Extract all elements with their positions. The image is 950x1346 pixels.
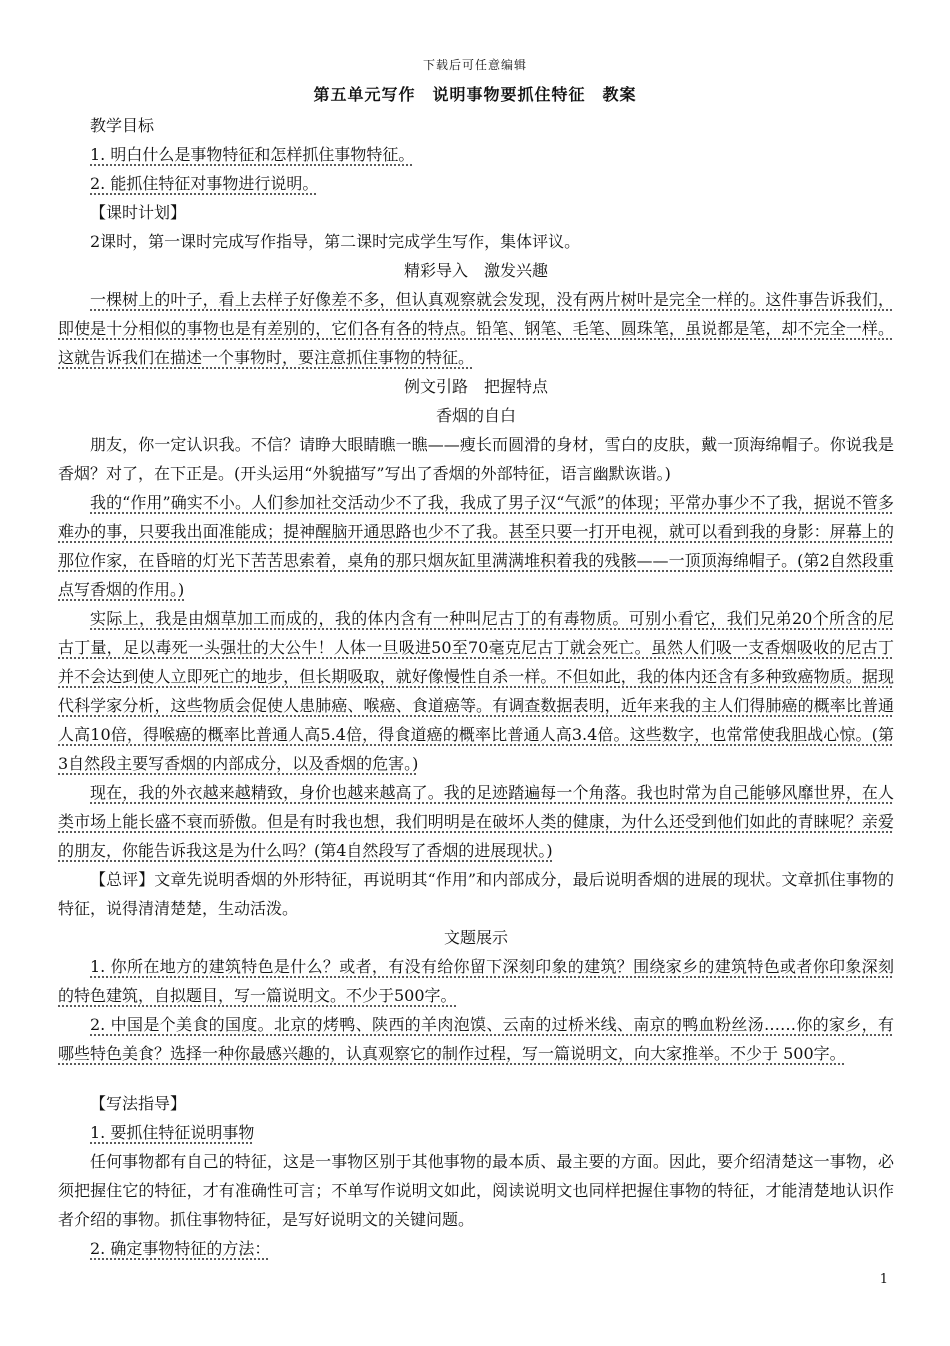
example-heading: 例文引路 把握特点	[403, 377, 548, 396]
objectives-section	[58, 111, 894, 1068]
essay-paragraph-2: 我的“作用”确实不小。人们参加社交活动少不了我，我成了男子汉“气派”的体现；平常办事少不了我，据说不管多难办的事，只要我出面准能成；提神醒脑开通思路也少不了我。甚至只要一打开电视，就可以看到我的身影：屏幕上的那位作家，在昏暗的灯光下苦苦思索着，桌角的那只烟灰缸里满满堆积着我的残骸——一顶顶海绵帽子。(第2自然段重点写香烟的作用。)	[58, 493, 894, 599]
prompt-item-1: 1. 你所在地方的建筑特色是什么？或者，有没有给你留下深刻印象的建筑？围绕家乡的建筑特色或者你印象深刻的特色建筑，自拟题目，写一篇说明文。不少于500字。	[58, 957, 894, 1005]
header-note: 下载后可任意编辑	[422, 58, 527, 72]
essay-paragraph-3: 实际上，我是由烟草加工而成的，我的体内含有一种叫尼古丁的有毒物质。可别小看它，我们兄弟20个所含的尼古丁量，足以毒死一头强壮的大公牛！人体一旦吸进50至70毫克尼古丁就会死亡。虽然人们吸一支香烟吸收的尼古丁并不会达到使人立即死亡的地步，但长期吸取，就好像慢性自杀一样。不但如此，我的体内还含有多种致癌物质。据现代科学家分析，这些物质会促使人患肺癌、喉癌、食道癌等。有调查数据表明，近年来我的主人们得肺癌的概率比普通人高10倍，得喉癌的概率比普通人高5.4倍，得食道癌的概率比普通人高3.4倍。这些数字，也常常使我胆战心惊。(第3自然段主要写香烟的内部成分，以及香烟的危害。)	[58, 609, 894, 773]
writing-guide-section	[58, 1089, 894, 1263]
objective-item: 2. 能抓住特征对事物进行说明。	[90, 174, 319, 193]
objectives-heading: 教学目标	[90, 116, 155, 135]
essay-paragraph-1: 朋友，你一定认识我。不信？请睁大眼睛瞧一瞧——瘦长而圆滑的身材，雪白的皮肤，戴一顶海绵帽子。你说我是香烟？对了，在下正是。(开头运用“外貌描写”写出了香烟的外部特征，语言幽默诙谐。)	[58, 435, 894, 483]
intro-heading: 精彩导入 激发兴趣	[403, 261, 548, 280]
essay-title: 香烟的自白	[435, 406, 516, 425]
guide-point-1-title: 1. 要抓住特征说明事物	[90, 1123, 255, 1142]
prompt-item-2: 2. 中国是个美食的国度。北京的烤鸭、陕西的羊肉泡馍、云南的过桥米线、南京的鸭血粉丝汤……你的家乡，有哪些特色美食？选择一种你最感兴趣的，认真观察它的制作过程，写一篇说明文，向大家推举。不少于 500字。	[58, 1015, 894, 1063]
plan-heading: 【课时计划】	[90, 203, 187, 222]
objective-item: 1. 明白什么是事物特征和怎样抓住事物特征。	[90, 145, 415, 164]
guide-point-2-title: 2. 确定事物特征的方法：	[90, 1239, 271, 1258]
intro-text: 一棵树上的叶子，看上去样子好像差不多，但认真观察就会发现，没有两片树叶是完全一样的。这件事告诉我们，即使是十分相似的事物也是有差别的，它们各有各的特点。铅笔、钢笔、毛笔、圆珠笔，虽说都是笔，却不完全一样。这就告诉我们在描述一个事物时，要注意抓住事物的特征。	[58, 290, 894, 367]
guide-heading: 【写法指导】	[90, 1094, 187, 1113]
overall-comment: 【总评】文章先说明香烟的外形特征，再说明其“作用”和内部成分，最后说明香烟的进展的现状。文章抓住事物的特征，说得清清楚楚，生动活泼。	[58, 870, 894, 918]
page-number: 1	[879, 1272, 888, 1287]
plan-text: 2课时，第一课时完成写作指导，第二课时完成学生写作，集体评议。	[90, 232, 581, 251]
page-title: 第五单元写作 说明事物要抓住特征 教案	[313, 85, 637, 104]
prompts-heading: 文题展示	[443, 928, 508, 947]
guide-point-1-text: 任何事物都有自己的特征，这是一事物区别于其他事物的最本质、最主要的方面。因此，要介绍清楚这一事物，必须把握住它的特征，才有准确性可言；不单写作说明文如此，阅读说明文也同样把握住事物的特征，才能清楚地认识作者介绍的事物。抓住事物特征，是写好说明文的关键问题。	[58, 1152, 894, 1229]
essay-paragraph-4: 现在，我的外衣越来越精致，身价也越来越高了。我的足迹踏遍每一个角落。我也时常为自己能够风靡世界，在人类市场上能长盛不衰而骄傲。但是有时我也想，我们明明是在破坏人类的健康，为什么还受到他们如此的青睐呢？亲爱的朋友，你能告诉我这是为什么吗？(第4自然段写了香烟的进展现状。)	[58, 783, 894, 860]
